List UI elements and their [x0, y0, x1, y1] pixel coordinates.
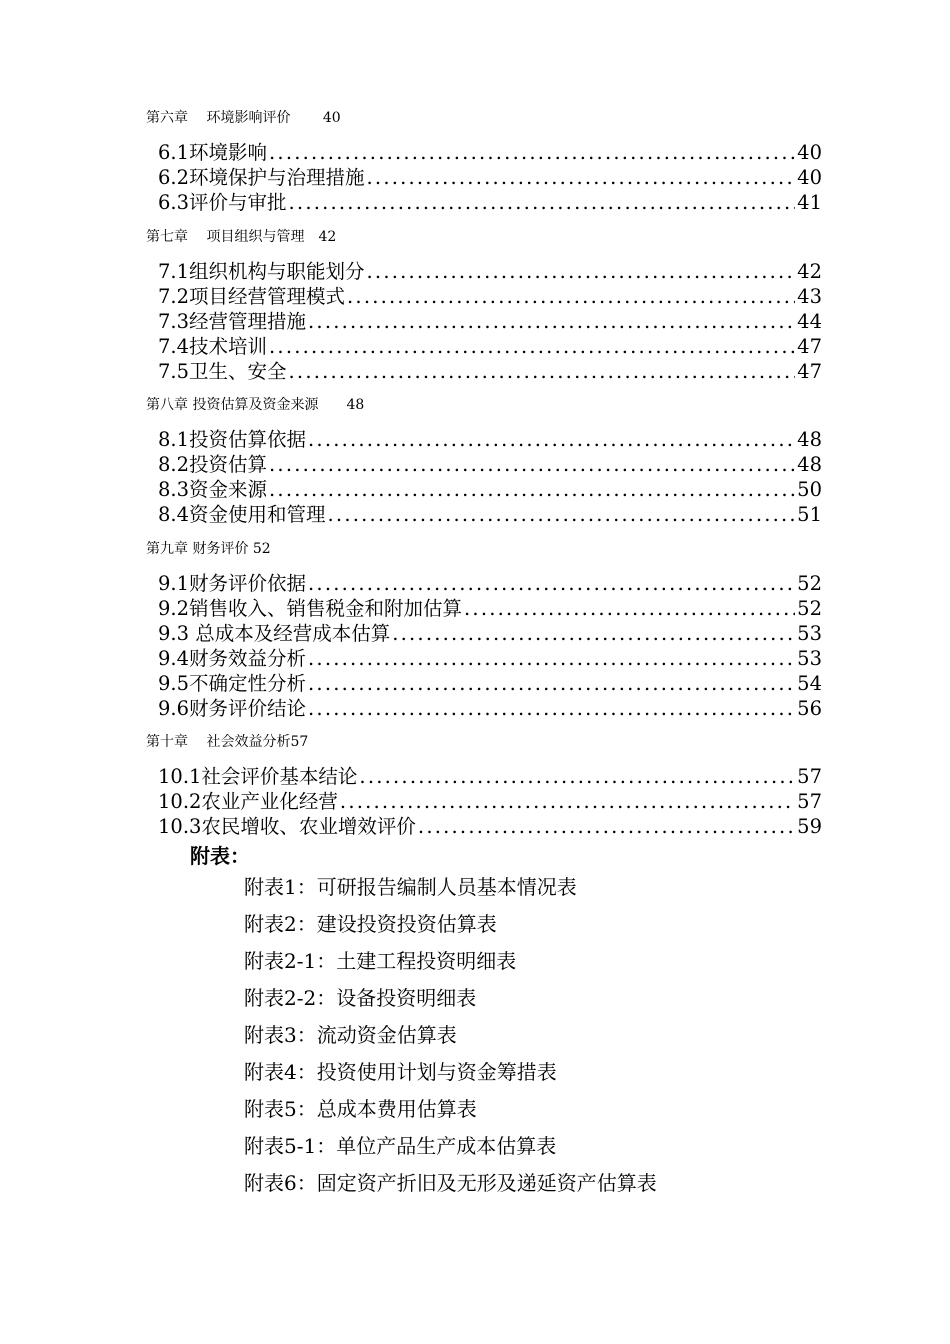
toc-entry-page: 52 [797, 572, 822, 595]
dot-leader [289, 359, 796, 384]
toc-entry-title: 7.4技术培训 [158, 335, 268, 358]
toc-entry-page: 57 [797, 765, 822, 788]
toc-entry[interactable] [158, 259, 822, 284]
toc-entry-title: 9.2销售收入、销售税金和附加估算 [158, 597, 463, 620]
toc-entry-page: 53 [797, 622, 822, 645]
toc-entry[interactable] [158, 764, 822, 789]
toc-entry-page: 51 [797, 503, 822, 526]
dot-leader [418, 814, 795, 839]
toc-entry[interactable] [158, 334, 822, 359]
toc-entry[interactable] [158, 696, 822, 721]
toc-entry-page: 57 [797, 790, 822, 813]
dot-leader [464, 596, 795, 621]
toc-entry[interactable] [158, 789, 822, 814]
toc-entry-title: 6.3评价与审批 [158, 191, 287, 214]
toc-entry-page: 59 [797, 815, 822, 838]
chapter-heading: 第八章 投资估算及资金来源 48 [146, 397, 365, 413]
toc-entry-page: 53 [797, 647, 822, 670]
dot-leader [308, 571, 795, 596]
toc-entry[interactable] [158, 284, 822, 309]
dot-leader [269, 334, 795, 359]
appendix-item: 附表2-1：土建工程投资明细表 [244, 949, 517, 973]
toc-entry[interactable] [158, 814, 822, 839]
toc-entry-title: 6.1环境影响 [158, 141, 268, 164]
dot-leader [308, 646, 795, 671]
toc-entry[interactable] [158, 309, 822, 334]
dot-leader [340, 789, 795, 814]
dot-leader [367, 165, 796, 190]
toc-entry-title: 9.4财务效益分析 [158, 647, 307, 670]
toc-entry[interactable] [158, 165, 822, 190]
toc-entry-page: 50 [797, 478, 822, 501]
toc-entry-page: 44 [797, 310, 822, 333]
toc-entry-title: 8.3资金来源 [158, 478, 268, 501]
toc-entry-page: 52 [797, 597, 822, 620]
toc-entry-title: 7.2项目经营管理模式 [158, 285, 346, 308]
toc-entry-title: 9.1财务评价依据 [158, 572, 307, 595]
toc-entry-title: 8.4资金使用和管理 [158, 503, 326, 526]
toc-entry[interactable] [158, 359, 822, 384]
dot-leader [308, 427, 795, 452]
chapter-heading: 第九章 财务评价 52 [146, 541, 271, 557]
toc-entry-title: 10.2农业产业化经营 [158, 790, 338, 813]
toc-entry[interactable] [158, 140, 822, 165]
appendix-item: 附表5-1：单位产品生产成本估算表 [244, 1134, 557, 1158]
dot-leader [367, 259, 796, 284]
dot-leader [269, 477, 795, 502]
toc-entry-page: 40 [797, 141, 822, 164]
toc-entry-page: 40 [797, 166, 822, 189]
toc-entry[interactable] [158, 427, 822, 452]
toc-entry-title: 7.1组织机构与职能划分 [158, 260, 365, 283]
toc-entry-title: 7.5卫生、安全 [158, 360, 287, 383]
toc-entry-title: 7.3经营管理措施 [158, 310, 307, 333]
appendix-item: 附表5：总成本费用估算表 [244, 1097, 477, 1121]
dot-leader [289, 190, 796, 215]
toc-entry[interactable] [158, 671, 822, 696]
dot-leader [269, 140, 795, 165]
chapter-heading: 第七章 项目组织与管理 42 [146, 229, 337, 245]
toc-entry-page: 48 [797, 453, 822, 476]
toc-entry-page: 54 [797, 672, 822, 695]
toc-entry-page: 56 [797, 697, 822, 720]
dot-leader [328, 502, 796, 527]
appendix-item: 附表2-2：设备投资明细表 [244, 986, 477, 1010]
dot-leader [392, 621, 795, 646]
toc-entry-title: 6.2环境保护与治理措施 [158, 166, 365, 189]
toc-entry[interactable] [158, 452, 822, 477]
appendix-title: 附表： [190, 844, 250, 868]
toc-entry[interactable] [158, 477, 822, 502]
toc-entry-title: 9.5不确定性分析 [158, 672, 307, 695]
toc-entry-title: 8.1投资估算依据 [158, 428, 307, 451]
dot-leader [308, 671, 795, 696]
dot-leader [347, 284, 795, 309]
toc-entry-page: 48 [797, 428, 822, 451]
toc-entry-title: 9.6财务评价结论 [158, 697, 307, 720]
toc-entry[interactable] [158, 571, 822, 596]
toc-entry-title: 10.1社会评价基本结论 [158, 765, 358, 788]
appendix-item: 附表3：流动资金估算表 [244, 1023, 457, 1047]
chapter-heading: 第十章 社会效益分析57 [146, 734, 309, 750]
appendix-item: 附表2：建设投资投资估算表 [244, 912, 497, 936]
toc-entry-page: 42 [797, 260, 822, 283]
appendix-item: 附表1：可研报告编制人员基本情况表 [244, 875, 577, 899]
toc-entry-title: 8.2投资估算 [158, 453, 268, 476]
toc-entry[interactable] [158, 596, 822, 621]
toc-entry-title: 9.3 总成本及经营成本估算 [158, 622, 391, 645]
toc-entry[interactable] [158, 502, 822, 527]
toc-entry[interactable] [158, 190, 822, 215]
chapter-heading: 第六章 环境影响评价 40 [146, 110, 341, 126]
dot-leader [308, 696, 795, 721]
toc-entry-page: 41 [797, 191, 822, 214]
toc-entry-page: 47 [797, 360, 822, 383]
appendix-item: 附表6：固定资产折旧及无形及递延资产估算表 [244, 1171, 657, 1195]
dot-leader [359, 764, 795, 789]
appendix-item: 附表4：投资使用计划与资金筹措表 [244, 1060, 557, 1084]
toc-entry[interactable] [158, 621, 822, 646]
toc-entry[interactable] [158, 646, 822, 671]
toc-entry-page: 47 [797, 335, 822, 358]
toc-entry-title: 10.3农民增收、农业增效评价 [158, 815, 416, 838]
dot-leader [269, 452, 795, 477]
toc-entry-page: 43 [797, 285, 822, 308]
dot-leader [308, 309, 795, 334]
